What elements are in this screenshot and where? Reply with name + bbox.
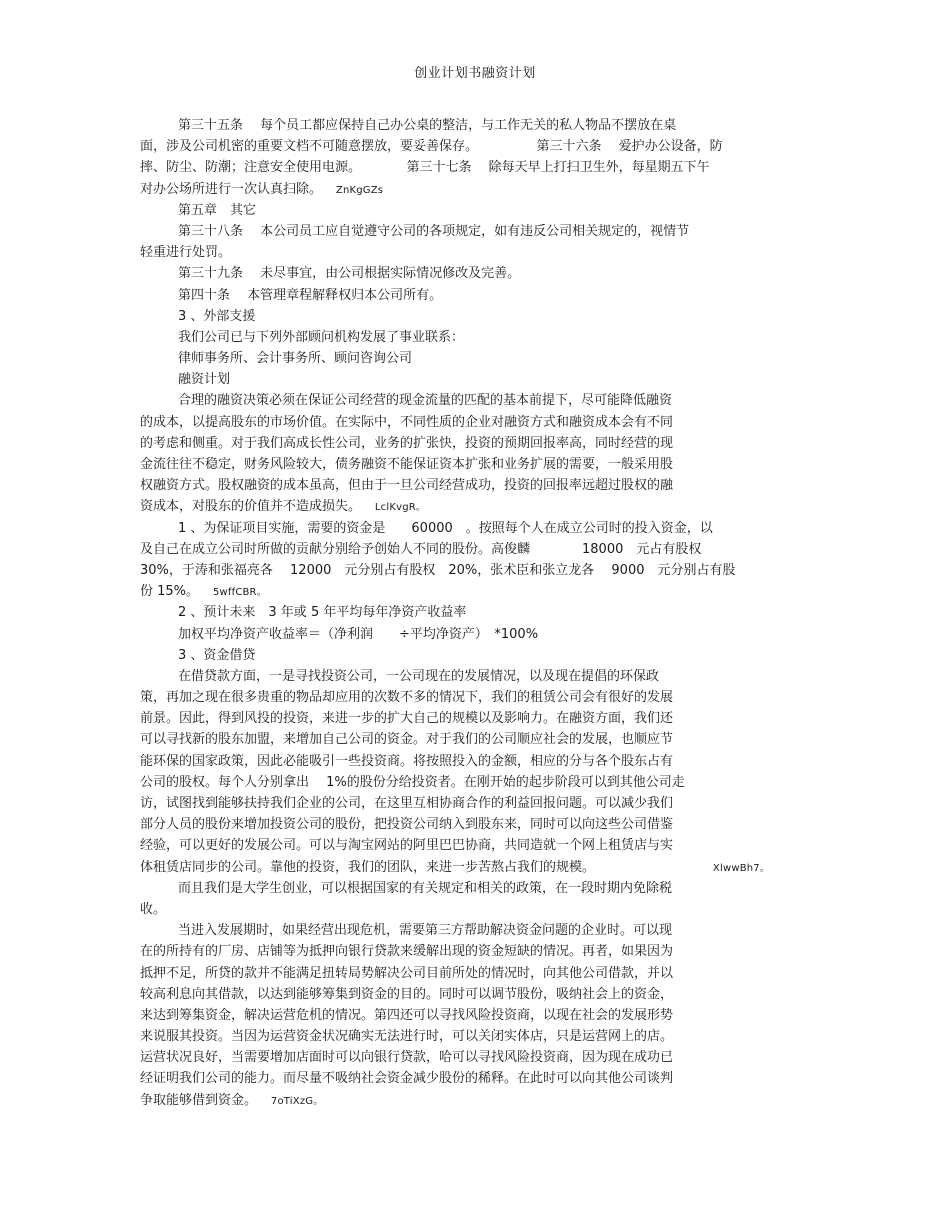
line-text: 而且我们是大学生创业，可以根据国家的有关规定和相关的政策，在一段时期内免除税 — [178, 880, 673, 896]
text-line — [140, 200, 800, 221]
text-line — [140, 772, 800, 793]
line-text: 运营状况良好，当需要增加店面时可以向银行贷款，哈可以寻找风险投资商，因为现在成功已 — [140, 1050, 674, 1066]
line-text: 对办公场所进行一次认真扫除。 — [140, 181, 316, 197]
text-line — [140, 814, 800, 835]
text-line — [140, 878, 800, 899]
line-text: 的考虑和侧重。对于我们高成长性公司，业务的扩张快，投资的预期回报率高，同时经营的现 — [140, 435, 674, 451]
text-line — [140, 963, 800, 984]
line-text: 面，涉及公司机密的重要文档不可随意摆放，要妥善保存。 第三十六条 爱护办公设备，防 — [140, 139, 723, 155]
line-text: 摔、防尘、防潮；注意安全使用电源。 第三十七条 除每天早上打扫卫生外，每星期五下午 — [140, 160, 710, 176]
text-line — [140, 475, 800, 496]
text-line — [140, 136, 800, 157]
watermark-code: 7oTiXzG。 — [250, 1095, 324, 1107]
text-line — [140, 157, 800, 178]
line-text: 争取能够借到资金。 — [140, 1092, 251, 1108]
line-text: 可以寻找新的股东加盟，来增加自己公司的资金。对于我们的公司顺应社会的发展，也顺应节 — [140, 732, 674, 748]
text-line — [140, 624, 800, 645]
text-line — [140, 496, 800, 517]
text-line — [140, 115, 800, 136]
text-line — [140, 1005, 800, 1026]
line-text: 在的所持有的厂房、店铺等为抵押向银行贷款来缓解出现的资金短缺的情况。再者，如果因为 — [140, 944, 674, 960]
line-text: 金流往往不稳定，财务风险较大，债务融资不能保证资本扩张和业务扩展的需要，一般采用股 — [140, 457, 674, 472]
text-line — [140, 412, 800, 433]
text-line — [140, 221, 800, 242]
text-line — [140, 518, 800, 539]
line-text: 第三十九条 未尽事宜，由公司根据实际情况修改及完善。 — [178, 266, 521, 282]
line-text: 第三十八条 本公司员工应自觉遵守公司的各项规定，如有违反公司相关规定的，视情节 — [178, 223, 690, 239]
text-line — [140, 539, 800, 560]
line-text: 律师事务所、会计事务所、顾问咨询公司 — [178, 351, 413, 367]
line-text: 能环保的国家政策，因此必能吸引一些投资商。将按照投入的金额，相应的分与各个股东占有 — [140, 753, 674, 769]
line-text: 公司的股权。每个人分别拿出 1%的股份分给投资者。在刚开始的起步阶段可以到其他公司走 — [140, 774, 685, 790]
line-text: 30%，于涛和张福亮各 12000 元分别占有股权 20%，张术臣和张立龙各 9000 元分别占有股 — [140, 562, 736, 578]
line-text: 权融资方式。股权融资的成本虽高，但由于一旦公司经营成功，投资的回报率远超过股权的融 — [140, 478, 674, 494]
text-line — [140, 581, 800, 602]
text-line — [140, 645, 800, 666]
line-text: 较高利息向其借款，以达到能够筹集到资金的目的。同时可以调节股份，吸纳社会上的资金， — [140, 986, 674, 1002]
line-text: 第五章 其它 — [178, 202, 257, 218]
line-text: 合理的融资决策必须在保证公司经营的现金流量的匹配的基本前提下，尽可能降低融资 — [178, 393, 673, 409]
text-line — [140, 306, 800, 327]
line-text: 份 15%。 — [140, 584, 193, 600]
text-line — [140, 751, 800, 772]
line-text: 当进入发展期时，如果经营出现危机，需要第三方帮助解决资金问题的企业时。可以现 — [178, 923, 673, 939]
text-line — [140, 242, 800, 263]
text-line — [140, 1090, 800, 1111]
text-line — [140, 602, 800, 623]
text-line — [140, 560, 800, 581]
page-header-title: 创业计划书融资计划 — [414, 66, 536, 81]
watermark-code: XlwwBh7。 — [692, 862, 771, 874]
text-line — [140, 454, 800, 475]
line-text: 策，再加之现在很多贵重的物品却应用的次数不多的情况下，我们的租赁公司会有很好的发展 — [140, 690, 674, 706]
line-text: 第三十五条 每个员工都应保持自己办公桌的整洁，与工作无关的私人物品不摆放在桌 — [178, 118, 677, 133]
text-line — [140, 793, 800, 814]
line-text: 部分人员的股份来增加投资公司的股份，把投资公司纳入到股东来，同时可以向这些公司借鉴 — [140, 817, 674, 833]
text-line — [140, 390, 800, 411]
text-line — [140, 285, 800, 306]
text-line — [140, 920, 800, 941]
line-text: 加权平均净资产收益率＝（净利润 ÷平均净资产） *100% — [178, 626, 539, 642]
line-text: 来达到筹集资金，解决运营危机的情况。第四还可以寻找风险投资商，以现在社会的发展形势 — [140, 1007, 674, 1023]
text-line — [140, 687, 800, 708]
line-text: 在借贷款方面，一是寻找投资公司，一公司现在的发展情况，以及现在提倡的环保政 — [178, 668, 660, 684]
text-line — [140, 708, 800, 729]
line-text: 第四十条 本管理章程解释权归本公司所有。 — [178, 287, 443, 303]
text-line — [140, 666, 800, 687]
text-line — [140, 835, 800, 856]
text-line — [140, 1047, 800, 1068]
line-text: 前景。因此，得到风投的投资，来进一步的扩大自己的规模以及影响力。在融资方面，我们还 — [140, 711, 674, 727]
text-line — [140, 263, 800, 284]
text-line — [140, 179, 800, 200]
text-line — [140, 857, 800, 878]
line-text: 体租赁店同步的公司。靠他的投资，我们的团队，来进一步苦熬占我们的规模。 — [140, 859, 693, 875]
line-text: 3 、资金借贷 — [178, 647, 256, 663]
line-text: 来说服其投资。当因为运营资金状况确实无法进行时，可以关闭实体店，只是运营网上的店。 — [140, 1029, 674, 1045]
line-text: 的成本，以提高股东的市场价值。在实际中，不同性质的企业对融资方式和融资成本会有不同 — [140, 414, 674, 430]
text-line — [140, 369, 800, 390]
text-line — [140, 1068, 800, 1089]
line-text: 我们公司已与下列外部顾问机构发展了事业联系： — [178, 329, 465, 345]
line-text: 融资计划 — [178, 372, 231, 388]
text-line — [140, 941, 800, 962]
text-line — [140, 1026, 800, 1047]
text-line — [140, 327, 800, 348]
text-line — [140, 899, 800, 920]
line-text: 经验，可以更好的发展公司。可以与淘宝网站的阿里巴巴协商，共同造就一个网上租赁店与实 — [140, 838, 674, 854]
text-line — [140, 984, 800, 1005]
document-body — [140, 115, 800, 1111]
watermark-code: LclKvgR。 — [354, 502, 427, 514]
line-text: 访，试图找到能够扶持我们企业的公司，在这里互相协商合作的利益回报问题。可以减少我们 — [140, 796, 674, 811]
line-text: 3 、外部支援 — [178, 308, 256, 324]
line-text: 收。 — [140, 901, 167, 917]
line-text: 抵押不足，所贷的款并不能满足扭转局势解决公司目前所处的情况时，向其他公司借款，并以 — [140, 965, 674, 981]
line-text: 经证明我们公司的能力。而尽量不吸纳社会资金减少股份的稀释。在此时可以向其他公司谈判 — [140, 1071, 674, 1087]
line-text: 资成本，对股东的价值并不造成损失。 — [140, 499, 355, 515]
watermark-code: 5wffCBR。 — [192, 587, 267, 599]
line-text: 轻重进行处罚。 — [140, 245, 232, 261]
text-line — [140, 348, 800, 369]
line-text: 1 、为保证项目实施，需要的资金是 60000 。按照每个人在成立公司时的投入资金，以 — [178, 520, 713, 536]
text-line — [140, 433, 800, 454]
watermark-code: ZnKgGZs — [315, 184, 384, 196]
line-text: 及自己在成立公司时所做的贡献分别给予创始人不同的股份。高俊麟 18000 元占有股权 — [140, 541, 702, 557]
text-line — [140, 729, 800, 750]
line-text: 2 、预计未来 3 年或 5 年平均每年净资产收益率 — [178, 605, 467, 621]
